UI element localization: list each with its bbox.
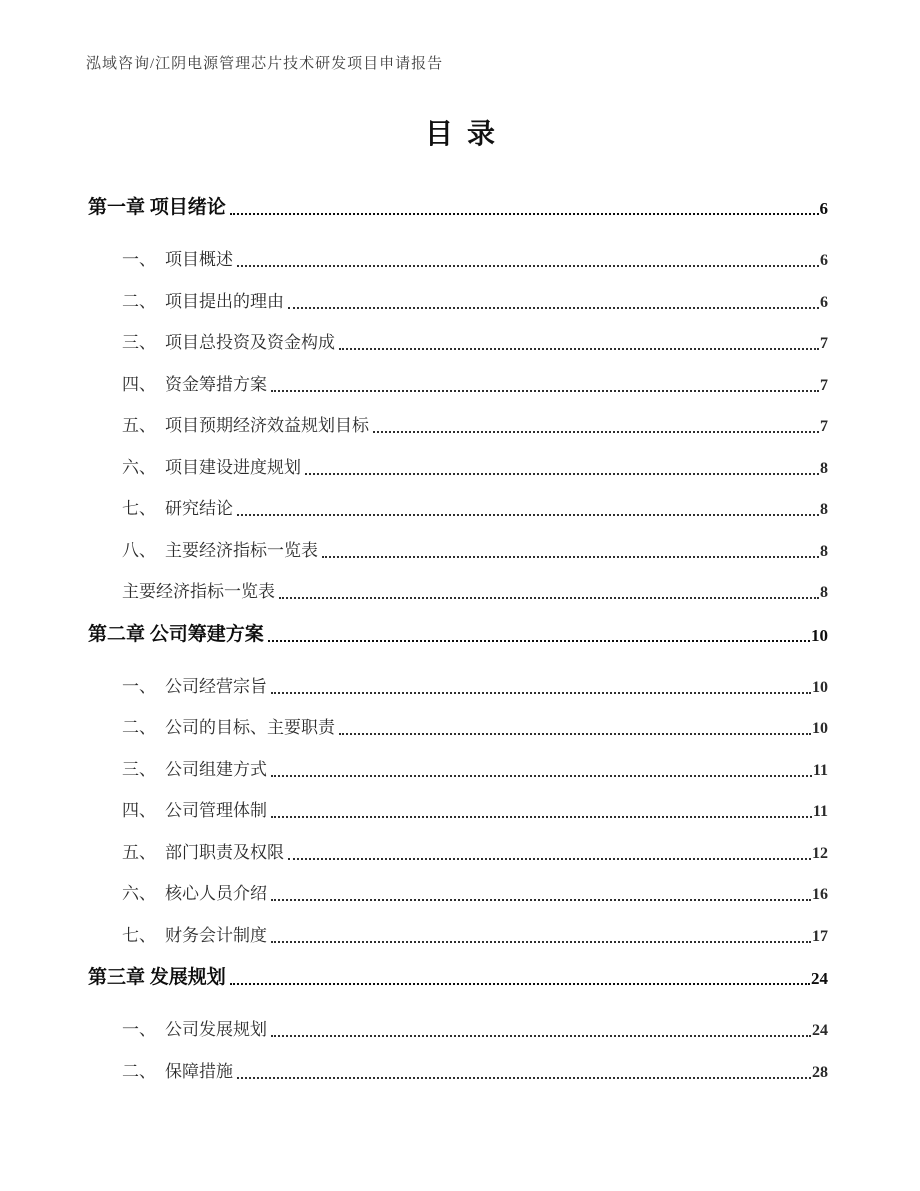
page-number: 28 [812, 1063, 828, 1081]
dot-leader [339, 733, 811, 735]
toc-item-label: 公司经营宗旨 [165, 676, 267, 696]
toc-item-number: 一、 [122, 676, 156, 696]
toc-item-label: 公司管理体制 [165, 801, 267, 820]
toc-item-number: 七、 [122, 499, 156, 518]
dot-leader [271, 1035, 811, 1037]
page-number: 8 [820, 542, 828, 560]
toc-item-number: 六、 [122, 884, 156, 903]
toc-item-number: 二、 [122, 1061, 156, 1081]
page-number: 10 [812, 678, 828, 696]
page-number: 11 [812, 803, 828, 820]
dot-leader [271, 390, 819, 392]
dot-leader [271, 941, 811, 943]
toc-item-row[interactable] [88, 290, 828, 312]
dot-leader [288, 858, 811, 860]
page-number: 7 [820, 418, 828, 435]
toc-item-label: 主要经济指标一览表 [165, 540, 318, 560]
toc-chapter-row[interactable] [88, 622, 828, 646]
dot-leader [271, 816, 812, 818]
toc-chapter-row[interactable] [88, 965, 828, 989]
toc-item-number: 一、 [122, 250, 156, 269]
dot-leader [230, 983, 810, 985]
toc-item-label: 项目提出的理由 [165, 291, 284, 311]
toc-item-row[interactable] [88, 373, 828, 395]
dot-leader [279, 597, 819, 599]
toc-item-row[interactable] [88, 924, 828, 946]
page-number: 6 [820, 252, 828, 269]
dot-leader [288, 307, 819, 309]
toc-item-row[interactable] [88, 716, 828, 738]
page-number: 6 [819, 199, 828, 218]
dot-leader [237, 1077, 811, 1079]
dot-leader [268, 640, 810, 642]
page-number: 16 [812, 886, 828, 903]
toc-item-number: 五、 [122, 842, 156, 862]
page-number: 24 [812, 1022, 828, 1039]
page-number: 11 [812, 761, 828, 779]
dot-leader [373, 431, 819, 433]
page-number: 7 [820, 335, 828, 352]
toc-item-number: 八、 [122, 540, 156, 560]
toc-item-row[interactable] [88, 1018, 828, 1040]
toc-chapter-3 [88, 965, 828, 1082]
toc-item-number: 二、 [122, 291, 156, 311]
page-number: 17 [812, 927, 828, 945]
toc-chapter-1 [88, 195, 828, 602]
dot-leader [339, 348, 819, 350]
page-number: 12 [812, 844, 828, 862]
toc-item-row[interactable] [88, 497, 828, 519]
toc-item-number: 一、 [122, 1020, 156, 1039]
dot-leader [271, 692, 811, 694]
toc-chapter-2 [88, 622, 828, 946]
page-number: 7 [820, 376, 828, 394]
toc-chapter-label: 第三章 发展规划 [88, 967, 226, 988]
toc-item-row[interactable] [88, 675, 828, 697]
toc-item-row[interactable] [88, 580, 828, 602]
toc-item-row[interactable] [88, 799, 828, 821]
toc-item-label: 公司的目标、主要职责 [165, 718, 335, 737]
toc-item-label: 研究结论 [165, 499, 233, 518]
toc-item-row[interactable] [88, 248, 828, 270]
toc-item-row[interactable] [88, 841, 828, 863]
toc-item-number: 四、 [122, 801, 156, 820]
page-number: 10 [811, 625, 828, 645]
toc-item-label: 项目预期经济效益规划目标 [165, 416, 369, 435]
toc-item-label: 保障措施 [165, 1061, 233, 1081]
toc-item-number: 二、 [122, 718, 156, 737]
toc-item-label: 财务会计制度 [165, 925, 267, 945]
toc-item-label: 项目概述 [165, 250, 233, 269]
dot-leader [271, 899, 811, 901]
toc-item-row[interactable] [88, 758, 828, 780]
toc-chapter-row[interactable] [88, 195, 828, 219]
toc-item-number: 三、 [122, 759, 156, 779]
toc-item-label: 公司组建方式 [165, 759, 267, 779]
dot-leader [322, 556, 819, 558]
toc-item-row[interactable] [88, 456, 828, 478]
page-number: 8 [820, 501, 828, 518]
toc-chapter-label: 第一章 项目绪论 [88, 197, 226, 218]
toc-item-row[interactable] [88, 882, 828, 904]
table-of-contents [88, 195, 828, 1101]
toc-item-row[interactable] [88, 414, 828, 436]
toc-item-number: 五、 [122, 416, 156, 435]
toc-item-label: 资金筹措方案 [165, 374, 267, 394]
toc-item-label: 部门职责及权限 [165, 842, 284, 862]
toc-item-number: 三、 [122, 333, 156, 352]
toc-item-label: 公司发展规划 [165, 1020, 267, 1039]
toc-item-label: 项目建设进度规划 [165, 457, 301, 477]
toc-item-row[interactable] [88, 1060, 828, 1082]
toc-item-label: 项目总投资及资金构成 [165, 333, 335, 352]
page-number: 24 [811, 969, 828, 988]
dot-leader [305, 473, 819, 475]
toc-item-label: 主要经济指标一览表 [122, 582, 275, 601]
page-title: 目录 [424, 119, 509, 150]
toc-item-row[interactable] [88, 331, 828, 353]
toc-item-row[interactable] [88, 539, 828, 561]
dot-leader [237, 514, 819, 516]
toc-chapter-label: 第二章 公司筹建方案 [88, 623, 264, 645]
toc-item-number: 七、 [122, 925, 156, 945]
dot-leader [237, 265, 819, 267]
page-number: 8 [820, 459, 828, 477]
dot-leader [230, 213, 819, 215]
toc-item-number: 六、 [122, 457, 156, 477]
page-number: 6 [820, 293, 828, 311]
document-header: 泓域咨询/江阴电源管理芯片技术研发项目申请报告 [86, 56, 444, 72]
dot-leader [271, 775, 812, 777]
page-number: 8 [820, 584, 828, 601]
toc-item-number: 四、 [122, 374, 156, 394]
page-number: 10 [812, 720, 828, 737]
toc-item-label: 核心人员介绍 [165, 884, 267, 903]
